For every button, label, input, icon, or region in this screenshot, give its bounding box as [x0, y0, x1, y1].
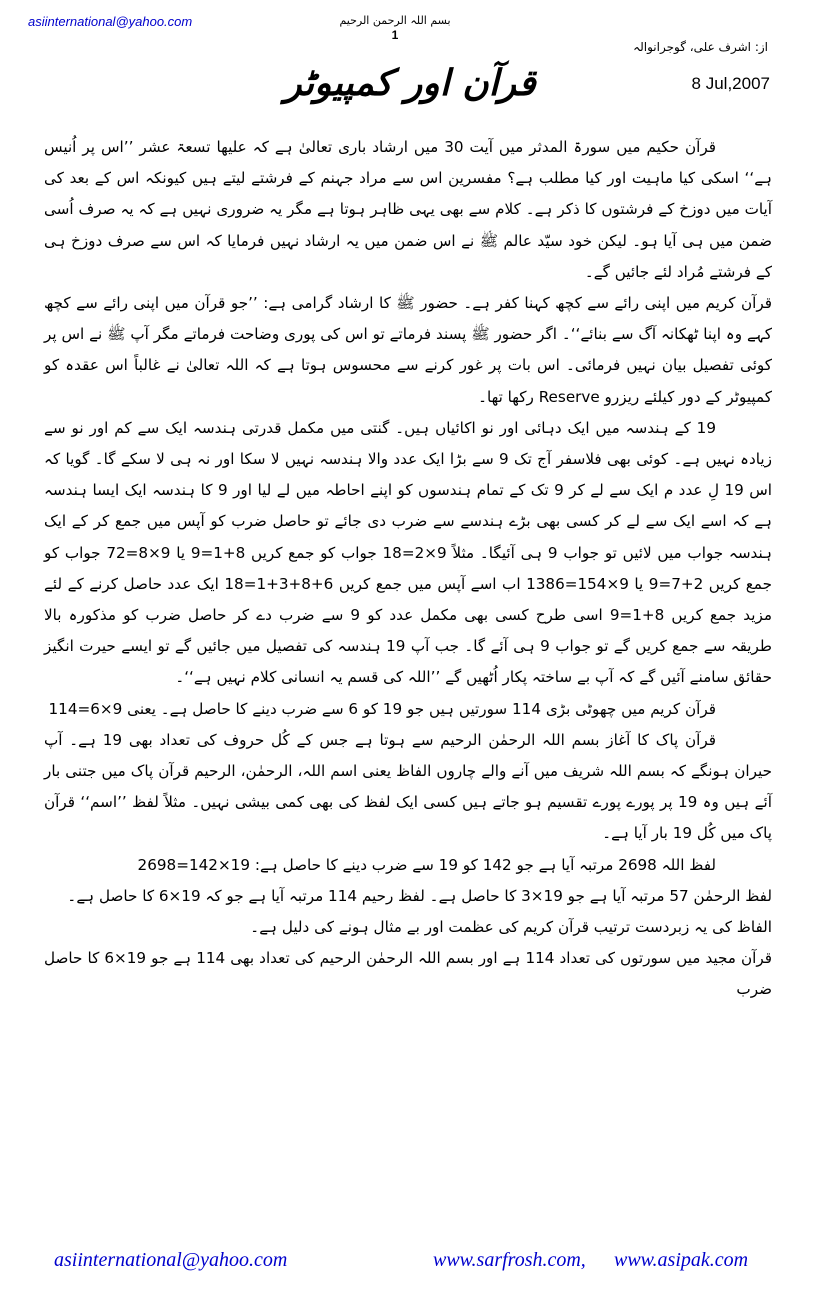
paragraph-bismillah-letters: قرآن پاک کا آغاز بسم اللہ الرحمٰن الرحیم سے ہوتا ہے جس کے کُل حروف کی تعداد بھی 19 ہے۔ آپ حیران ہونگے کہ بسم اللہ شریف میں آنے والے چاروں الفاظ یعنی اسم اللہ، الرحمٰن، الرحیم قرآن پاک میں جتنی بار آئے ہیں وہ 19 پر پورے پورے تقسیم ہو جاتے ہیں کسی ایک لفظ کی بھی کمی بیشی نہیں۔ مثلاً لفظ ’’اسم‘‘ قرآن پاک میں کُل 19 بار آیا ہے۔: [44, 730, 772, 843]
header-email-link[interactable]: asiinternational@yahoo.com: [28, 14, 193, 29]
paragraph-opinion: قرآن کریم میں اپنی رائے سے کچھ کہنا کفر ہے۔ حضور ﷺ کا ارشاد گرامی ہے: ’’جو قرآن میں اپنی رائے سے کچھ کہے وہ اپنا ٹھکانہ آگ سے بنائے‘‘۔ اگر حضور ﷺ پسند فرماتے تو اس کی پوری وضاحت فرماتے مگر آپ ﷺ نے اس پر کوئی تفصیل بیان نہیں فرمائی۔ اس بات پر غور کرنے سے محسوس ہوتا ہے کہ اللہ تعالیٰ نے غالباً اس عقدہ کو کمپیوٹر کے دور کیلئے ریزرو Reserve رکھا تھا۔: [44, 294, 772, 406]
paragraph-surah-bismillah: قرآن مجید میں سورتوں کی تعداد 114 ہے اور بسم اللہ الرحمٰن الرحیم کی تعداد بھی 114 ہے جو 19×6 کا حاصل ضرب: [44, 949, 772, 999]
paragraph-allah-count: لفظ اللہ 2698 مرتبہ آیا ہے جو 142 کو 19 سے ضرب دینے کا حاصل ہے: 19×142=2698: [137, 855, 716, 874]
article-body: [44, 132, 772, 1006]
footer-website-link-asipak[interactable]: www.asipak.com: [614, 1249, 749, 1271]
paragraph-surah-count: قرآن کریم میں چھوٹی بڑی 114 سورتیں ہیں جو 19 کو 6 سے ضرب دینے کا حاصل ہے۔ یعنی 9×6=114: [48, 699, 716, 718]
footer-email-link[interactable]: asiinternational@yahoo.com: [54, 1249, 288, 1271]
paragraph-rahman-count: لفظ الرحمٰن 57 مرتبہ آیا ہے جو 19×3 کا حاصل ہے۔ لفظ رحیم 114 مرتبہ آیا ہے جو کہ 19×6 کا حاصل ہے۔: [67, 886, 772, 905]
page-title: قرآن اور کمپیوٹر: [284, 62, 536, 104]
bismillah-heading: بسم اللہ الرحمن الرحیم: [339, 14, 451, 27]
author-line: از: اشرف علی، گوجرانوالہ: [633, 40, 768, 54]
paragraph-intro: قرآن حکیم میں سورۃ المدثر میں آیت 30 میں ارشاد باری تعالیٰ ہے کہ علیھا تسعۃ عشر ’’اس پر اُنیس ہے‘‘ اسکی کیا ماہیت اور کیا مطلب ہے؟ مفسرین اس سے مراد جہنم کے فرشتے لیتے ہیں کیونکہ اس کے بعد کی آیات میں دوزخ کے فرشتوں کا ذکر ہے۔ کلام سے بھی یہی ظاہر ہوتا ہے مگر یہ ضروری نہیں ہے کہ یہ صرف اُسی ضمن میں ہی آیا ہو۔ لیکن خود سیّد عالم ﷺ نے اس ضمن میں یہ ارشاد نہیں فرمایا کہ اس سے صرف دوزخ ہی کے فرشتے مُراد لئے جائیں گے۔: [44, 138, 772, 281]
paragraph-number-nineteen: 19 کے ہندسہ میں ایک دہائی اور نو اکائیاں ہیں۔ گنتی میں مکمل قدرتی ہندسہ ایک سے کم اور نو سے زیادہ نہیں ہے۔ کوئی بھی فلاسفر آج تک 9 سے بڑا ایک عدد والا ہندسہ نہیں لا سکا اور نہ ہی لا سکے گا۔ گویا کہ اس 19 لِ عدد م ایک سے لے کر 9 تک کے تمام ہندسوں کو اپنے احاطہ میں لے لیا اور 9 کا ہندسہ ایک ایسا ہندسہ ہے کہ اسے ایک سے لے کر کسی بھی بڑے ہندسے سے ضرب دی جائے تو حاصل ضرب کو آپس میں جمع کر کے ایک ہندسہ جواب میں لائیں تو جواب 9 ہی آئیگا۔ مثلاً 9×2=18 جواب کو جمع کریں 8+1=9 یا 9×8=72 جواب کو جمع کریں 2+7=9 یا 9×154=1386 اب اسے آپس میں جمع کریں 6+8+3+1=18 ایک عدد حاصل کرنے کے لئے مزید جمع کریں 8+1=9 اسی طرح کسی بھی مکمل عدد کو 9 سے ضرب دے کر حاصل ضرب کو مذکورہ بالا طریقہ سے جمع کریں گے تو جواب 9 ہی آئے گا۔ جب آپ 19 ہندسہ کی تفصیل میں جائیں گے تو ایسے حیرت انگیز حقائق سامنے آئیں گے کہ آپ بے ساختہ پکار اُٹھیں گے ’’اللہ کی قسم یہ انسانی کلام نہیں ہے‘‘۔: [44, 418, 773, 687]
page-number: 1: [391, 28, 399, 42]
document-date: 8 Jul,2007: [691, 74, 770, 93]
paragraph-conclusion: الفاظ کی یہ زبردست ترتیب قرآن کریم کی عظمت اور بے مثال ہونے کی دلیل ہے۔: [250, 918, 772, 937]
footer-website-link-sarfrosh[interactable]: www.sarfrosh.com,: [433, 1249, 586, 1271]
